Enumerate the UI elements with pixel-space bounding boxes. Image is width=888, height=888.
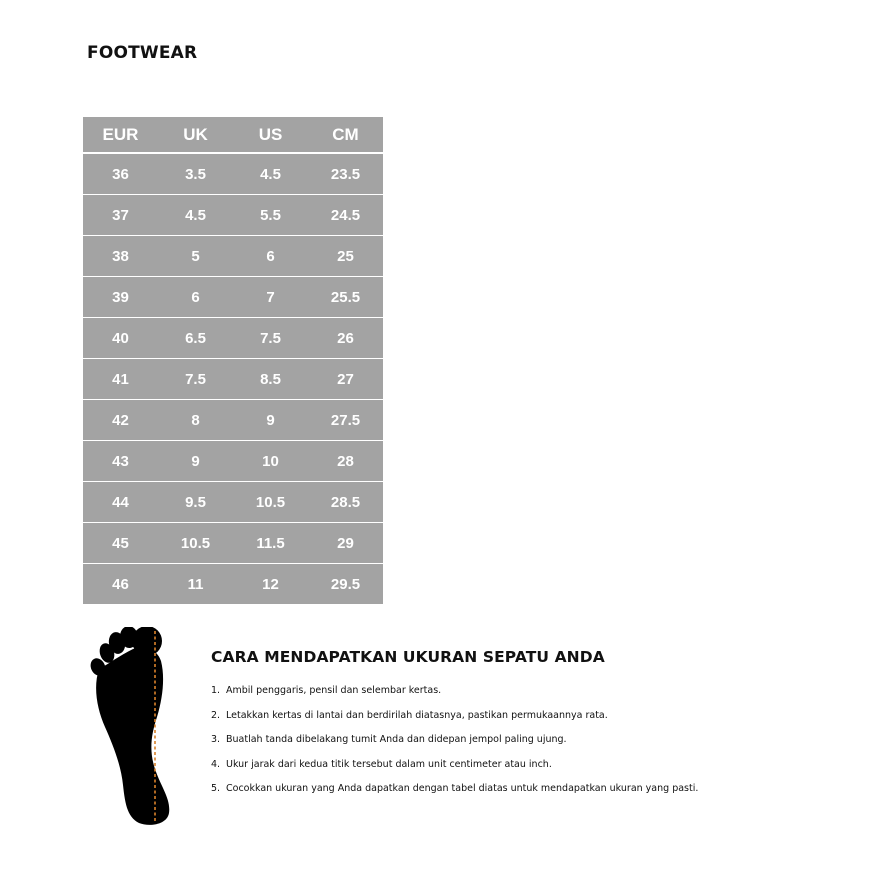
size-cell-uk: 6.5	[158, 318, 233, 359]
size-cell-uk: 5	[158, 236, 233, 277]
size-cell-uk: 6	[158, 277, 233, 318]
size-cell-eur: 38	[83, 236, 158, 277]
size-cell-eur: 37	[83, 195, 158, 236]
size-cell-us: 9	[233, 400, 308, 441]
step-number: 3.	[211, 734, 221, 745]
size-cell-us: 4.5	[233, 153, 308, 195]
size-cell-eur: 46	[112, 575, 129, 593]
size-cell-eur: 42	[83, 400, 158, 441]
size-cell-us: 7.5	[233, 318, 308, 359]
step-number: 2.	[211, 709, 221, 721]
size-cell-uk: 11	[187, 575, 204, 593]
size-cell-us: 11.5	[233, 523, 308, 564]
instruction-step	[211, 758, 698, 783]
howto-title: CARA MENDAPATKAN UKURAN SEPATU ANDA	[211, 648, 605, 666]
instruction-step	[211, 709, 698, 734]
column-header-eur: EUR	[83, 117, 158, 153]
size-chart-table	[83, 117, 383, 604]
column-header-uk: UK	[158, 117, 233, 153]
table-row	[83, 359, 383, 400]
table-row	[83, 277, 383, 318]
step-text: Ambil penggaris, pensil dan selembar kertas.	[226, 685, 442, 696]
size-cell-uk: 7.5	[158, 359, 233, 400]
size-cell-cm: 24.5	[308, 195, 383, 236]
table-row	[83, 318, 383, 359]
step-text: Buatlah tanda dibelakang tumit Anda dan didepan jempol paling ujung.	[226, 734, 567, 745]
step-number: 4.	[211, 758, 221, 770]
size-cell-us: 6	[233, 236, 308, 277]
step-text: Cocokkan ukuran yang Anda dapatkan dengan tabel diatas untuk mendapatkan ukuran yang pasti.	[226, 783, 699, 794]
size-cell-eur: 39	[83, 277, 158, 318]
size-cell-uk: 9	[158, 441, 233, 482]
size-cell-eur: 40	[83, 318, 158, 359]
size-cell-eur: 41	[83, 359, 158, 400]
size-cell-cm: 28.5	[308, 482, 383, 523]
size-cell-us: 7	[233, 277, 308, 318]
step-number: 5.	[211, 783, 221, 794]
size-cell-cm: 25	[308, 236, 383, 277]
size-cell-eur: 43	[83, 441, 158, 482]
size-cell-cm: 27	[308, 359, 383, 400]
size-cell-eur: 36	[83, 153, 158, 195]
table-row	[83, 523, 383, 564]
column-header-us: US	[233, 117, 308, 153]
table-row	[83, 236, 383, 277]
instruction-list	[211, 684, 698, 807]
size-cell-eur: 44	[83, 482, 158, 523]
size-cell-us: 8.5	[233, 359, 308, 400]
step-text: Letakkan kertas di lantai dan berdirilah diatasnya, pastikan permukaannya rata.	[226, 709, 608, 721]
size-cell-cm: 23.5	[308, 153, 383, 195]
table-row	[83, 482, 383, 523]
size-cell-uk: 4.5	[158, 195, 233, 236]
instruction-step	[211, 733, 698, 758]
table-row	[83, 153, 383, 195]
size-cell-us: 5.5	[233, 195, 308, 236]
size-cell-us: 10	[233, 441, 308, 482]
size-cell-cm: 26	[308, 318, 383, 359]
page-title: FOOTWEAR	[87, 43, 198, 63]
table-row	[83, 441, 383, 482]
step-number: 1.	[211, 685, 221, 696]
table-row	[83, 400, 383, 441]
table-header-row	[83, 117, 383, 153]
instruction-step	[211, 684, 698, 709]
size-cell-uk: 9.5	[158, 482, 233, 523]
size-cell-eur: 45	[83, 523, 158, 564]
table-row	[83, 564, 383, 605]
step-text: Ukur jarak dari kedua titik tersebut dalam unit centimeter atau inch.	[226, 758, 552, 770]
size-cell-uk: 8	[158, 400, 233, 441]
size-cell-cm: 29	[308, 523, 383, 564]
size-cell-us: 10.5	[233, 482, 308, 523]
size-cell-cm: 29.5	[330, 575, 361, 593]
foot-silhouette-icon	[87, 627, 175, 827]
table-row	[83, 195, 383, 236]
size-cell-uk: 3.5	[158, 153, 233, 195]
size-cell-uk: 10.5	[158, 523, 233, 564]
size-cell-cm: 27.5	[308, 400, 383, 441]
size-cell-cm: 25.5	[308, 277, 383, 318]
size-cell-cm: 28	[308, 441, 383, 482]
size-cell-us: 12	[262, 575, 279, 593]
column-header-cm: CM	[308, 117, 383, 153]
instruction-step	[211, 782, 698, 807]
